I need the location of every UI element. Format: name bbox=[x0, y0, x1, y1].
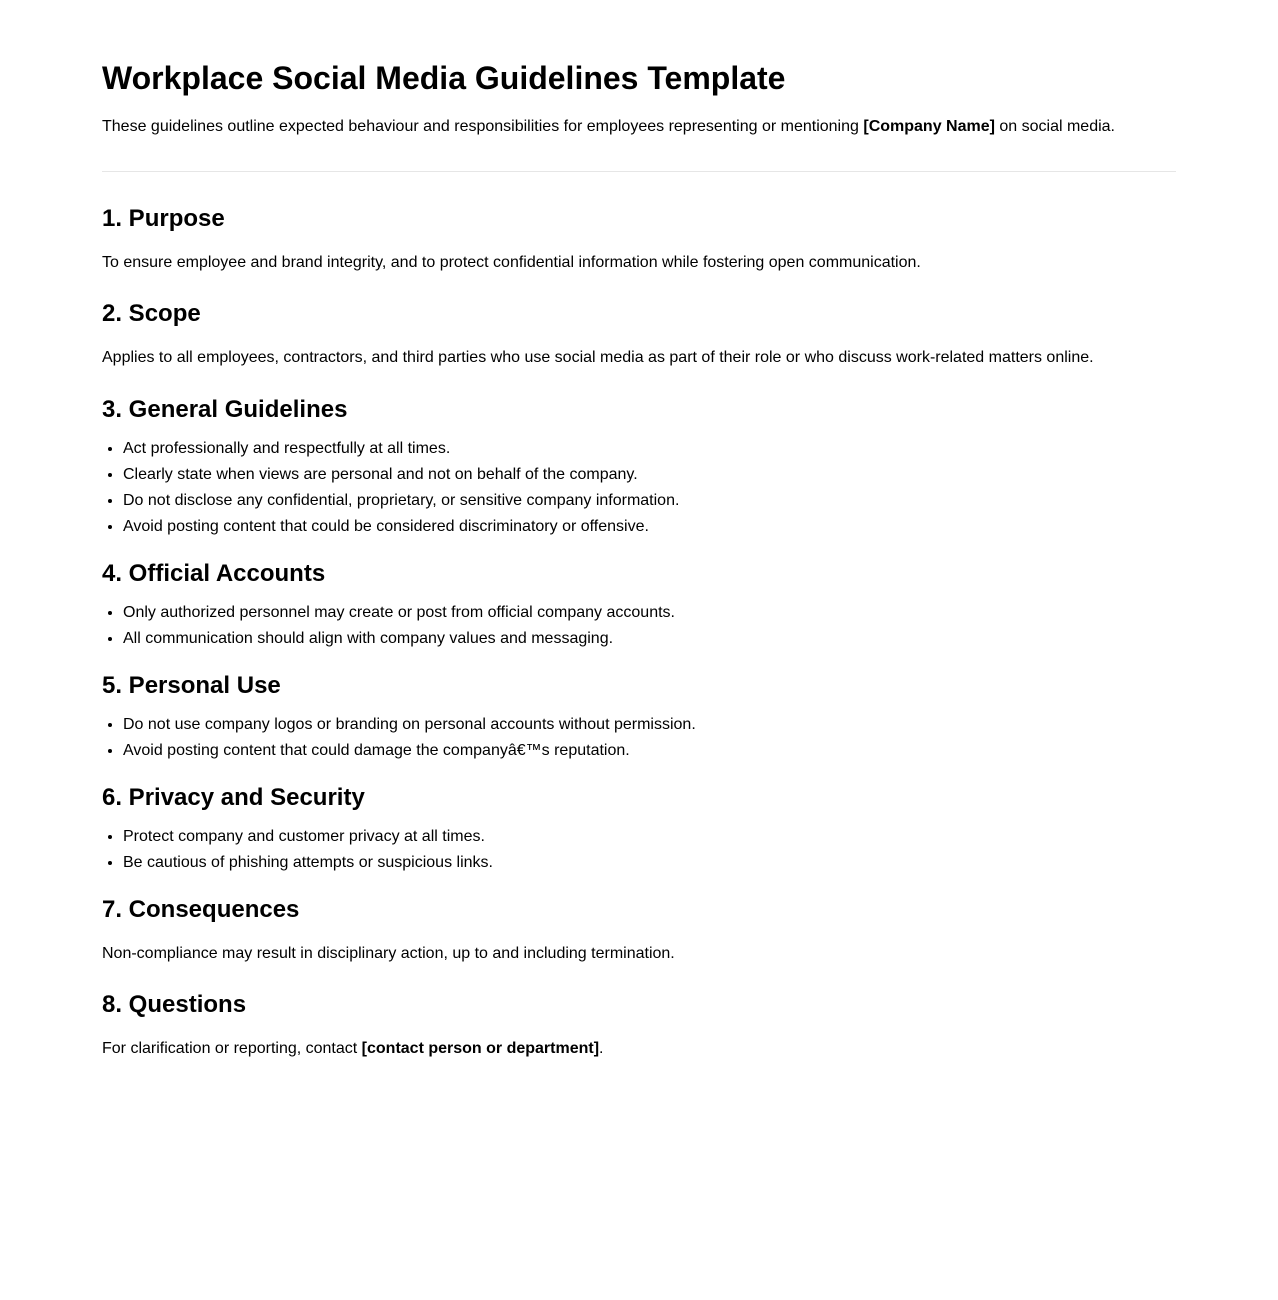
contact-placeholder: [contact person or department] bbox=[361, 1040, 600, 1057]
section-text-consequences: Non-compliance may result in disciplinary action, up to and including termination. bbox=[102, 945, 675, 962]
list-item: • Do not use company logos or branding on personal accounts without permission. bbox=[123, 715, 696, 741]
list-item: • Act professionally and respectfully at all times. bbox=[123, 439, 679, 465]
company-name-placeholder: [Company Name] bbox=[863, 118, 995, 135]
list-item: • Be cautious of phishing attempts or suspicious links. bbox=[123, 853, 493, 879]
list-item: • Do not disclose any confidential, proprietary, or sensitive company information. bbox=[123, 491, 679, 517]
personal-use-list bbox=[102, 715, 696, 767]
intro-text: These guidelines outline expected behaviour and responsibilities for employees representing or mentioning bbox=[102, 118, 864, 135]
section-text-scope: Applies to all employees, contractors, and third parties who use social media as part of their role or who discuss work-related matters online. bbox=[102, 349, 1094, 366]
section-text-questions bbox=[102, 1039, 603, 1058]
intro-paragraph bbox=[102, 117, 1115, 136]
section-heading-official-accounts: 4. Official Accounts bbox=[102, 560, 326, 587]
questions-text: For clarification or reporting, contact bbox=[102, 1040, 362, 1057]
intro-text-end: on social media. bbox=[994, 118, 1115, 135]
list-item: • Only authorized personnel may create or post from official company accounts. bbox=[123, 603, 675, 629]
divider bbox=[102, 171, 1176, 172]
general-guidelines-list bbox=[102, 439, 679, 543]
section-heading-privacy-security: 6. Privacy and Security bbox=[102, 784, 365, 811]
list-item: • All communication should align with company values and messaging. bbox=[123, 629, 675, 655]
list-item: • Protect company and customer privacy at all times. bbox=[123, 827, 493, 853]
official-accounts-list bbox=[102, 603, 675, 655]
section-heading-scope: 2. Scope bbox=[102, 300, 201, 327]
list-item: • Clearly state when views are personal and not on behalf of the company. bbox=[123, 465, 679, 491]
section-heading-purpose: 1. Purpose bbox=[102, 205, 225, 232]
section-heading-consequences: 7. Consequences bbox=[102, 896, 300, 923]
privacy-security-list bbox=[102, 827, 493, 879]
questions-text-end: . bbox=[599, 1040, 604, 1057]
section-text-purpose: To ensure employee and brand integrity, and to protect confidential information while fostering open communication. bbox=[102, 254, 921, 271]
section-heading-questions: 8. Questions bbox=[102, 991, 247, 1018]
section-heading-general-guidelines: 3. General Guidelines bbox=[102, 396, 348, 423]
page-title: Workplace Social Media Guidelines Template bbox=[102, 60, 786, 96]
list-item: • Avoid posting content that could damage the companyâ€™s reputation. bbox=[123, 741, 696, 767]
section-heading-personal-use: 5. Personal Use bbox=[102, 672, 281, 699]
list-item: • Avoid posting content that could be considered discriminatory or offensive. bbox=[123, 517, 679, 543]
